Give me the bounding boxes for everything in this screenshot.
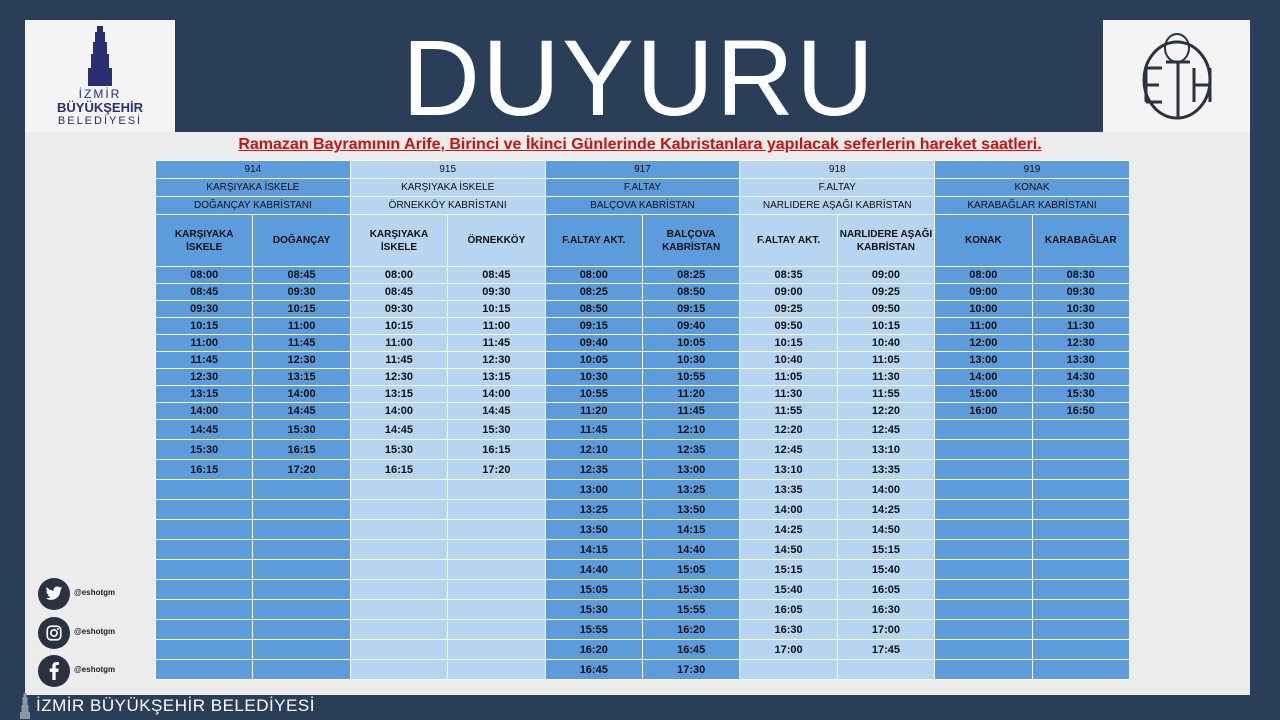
return-time-cell: 10:40 xyxy=(837,335,934,352)
departure-time-cell: 12:35 xyxy=(545,460,642,480)
route-origin: F.ALTAY xyxy=(545,179,740,197)
return-time-cell: 14:00 xyxy=(837,480,934,500)
return-time-cell: 12:35 xyxy=(642,440,739,460)
return-time-cell: 10:30 xyxy=(642,352,739,369)
departure-time-cell xyxy=(935,500,1032,520)
departure-time-cell: 14:50 xyxy=(740,540,837,560)
return-time-cell: 08:45 xyxy=(448,267,545,284)
departure-time-cell: 14:15 xyxy=(545,540,642,560)
social-instagram[interactable] xyxy=(38,617,115,649)
departure-time-cell xyxy=(350,620,447,640)
departure-time-cell: 15:55 xyxy=(545,620,642,640)
return-time-cell xyxy=(1032,660,1129,680)
return-time-cell xyxy=(1032,480,1129,500)
footer-text: İZMİR BÜYÜKŞEHİR BELEDİYESİ xyxy=(36,696,315,715)
route-destination: KARABAĞLAR KABRİSTANI xyxy=(935,197,1130,215)
return-time-cell xyxy=(448,580,545,600)
return-time-cell: 10:15 xyxy=(253,301,350,318)
return-time-cell: 16:30 xyxy=(837,600,934,620)
departure-time-cell: 13:15 xyxy=(350,386,447,403)
departure-time-cell: 11:00 xyxy=(935,318,1032,335)
return-time-cell: 13:10 xyxy=(837,440,934,460)
return-time-cell xyxy=(1032,420,1129,440)
return-time-cell xyxy=(253,620,350,640)
column-header-departure: F.ALTAY AKT. xyxy=(545,215,642,267)
departure-time-cell xyxy=(156,480,253,500)
departure-time-cell: 11:45 xyxy=(156,352,253,369)
time-row xyxy=(156,352,1130,369)
time-row xyxy=(156,440,1130,460)
return-time-cell: 09:40 xyxy=(642,318,739,335)
departure-time-cell: 14:45 xyxy=(350,420,447,440)
return-time-cell xyxy=(448,660,545,680)
twitter-handle: @eshotgm xyxy=(74,588,116,597)
departure-time-cell xyxy=(935,540,1032,560)
return-time-cell: 15:30 xyxy=(448,420,545,440)
route-origin: KONAK xyxy=(935,179,1130,197)
departure-time-cell xyxy=(350,500,447,520)
departure-time-cell xyxy=(740,660,837,680)
return-time-cell xyxy=(448,480,545,500)
departure-time-cell: 11:45 xyxy=(545,420,642,440)
departure-time-cell: 11:30 xyxy=(740,386,837,403)
departure-time-cell: 11:20 xyxy=(545,403,642,420)
departure-time-cell xyxy=(156,540,253,560)
departure-time-cell: 16:20 xyxy=(545,640,642,660)
departure-time-cell: 11:00 xyxy=(350,335,447,352)
departure-time-cell: 09:30 xyxy=(156,301,253,318)
departure-time-cell: 16:15 xyxy=(350,460,447,480)
departure-time-cell: 15:15 xyxy=(740,560,837,580)
time-row xyxy=(156,386,1130,403)
return-time-cell xyxy=(1032,460,1129,480)
departure-time-cell: 08:35 xyxy=(740,267,837,284)
route-origin-row xyxy=(156,179,1130,197)
departure-time-cell xyxy=(935,660,1032,680)
departure-time-cell: 08:00 xyxy=(545,267,642,284)
departure-time-cell: 16:05 xyxy=(740,600,837,620)
column-header-return: BALÇOVA KABRİSTAN xyxy=(642,215,739,267)
clock-tower-footer-icon xyxy=(20,693,30,719)
return-time-cell xyxy=(1032,440,1129,460)
departure-time-cell xyxy=(350,660,447,680)
return-time-cell: 09:25 xyxy=(837,284,934,301)
departure-time-cell xyxy=(156,620,253,640)
departure-time-cell xyxy=(350,480,447,500)
route-number: 914 xyxy=(156,161,351,179)
return-time-cell: 11:55 xyxy=(837,386,934,403)
route-number: 919 xyxy=(935,161,1130,179)
departure-time-cell: 09:50 xyxy=(740,318,837,335)
return-time-cell: 12:10 xyxy=(642,420,739,440)
time-row xyxy=(156,660,1130,680)
departure-time-cell: 08:00 xyxy=(935,267,1032,284)
footer xyxy=(20,692,315,720)
departure-time-cell xyxy=(935,480,1032,500)
return-time-cell: 11:20 xyxy=(642,386,739,403)
time-row xyxy=(156,284,1130,301)
time-row xyxy=(156,369,1130,386)
return-time-cell xyxy=(253,660,350,680)
return-time-cell: 16:15 xyxy=(448,440,545,460)
departure-time-cell: 16:00 xyxy=(935,403,1032,420)
time-row xyxy=(156,480,1130,500)
return-time-cell: 10:15 xyxy=(448,301,545,318)
column-header-departure: KARŞIYAKA İSKELE xyxy=(350,215,447,267)
return-time-cell: 15:40 xyxy=(837,560,934,580)
departure-time-cell xyxy=(935,600,1032,620)
izmir-logo xyxy=(25,20,175,132)
return-time-cell xyxy=(253,560,350,580)
departure-time-cell xyxy=(156,560,253,580)
departure-time-cell: 11:45 xyxy=(350,352,447,369)
announcement-subtitle: Ramazan Bayramının Arife, Birinci ve İkinci Günlerinde Kabristanlara yapılacak seferlerin hareket saatleri. xyxy=(238,136,1042,153)
departure-time-cell xyxy=(156,500,253,520)
departure-time-cell: 10:05 xyxy=(545,352,642,369)
return-time-cell: 09:50 xyxy=(837,301,934,318)
departure-time-cell xyxy=(935,520,1032,540)
column-header-return: ÖRNEKKÖY xyxy=(448,215,545,267)
return-time-cell: 17:30 xyxy=(642,660,739,680)
departure-time-cell: 16:15 xyxy=(156,460,253,480)
departure-time-cell: 15:30 xyxy=(545,600,642,620)
return-time-cell xyxy=(253,640,350,660)
column-header-return: KARABAĞLAR xyxy=(1032,215,1129,267)
return-time-cell xyxy=(253,520,350,540)
return-time-cell: 12:30 xyxy=(1032,335,1129,352)
departure-time-cell xyxy=(156,580,253,600)
departure-time-cell: 10:00 xyxy=(935,301,1032,318)
departure-time-cell xyxy=(935,620,1032,640)
departure-time-cell xyxy=(350,560,447,580)
return-time-cell: 17:20 xyxy=(253,460,350,480)
route-number: 918 xyxy=(740,161,935,179)
return-time-cell: 11:45 xyxy=(448,335,545,352)
departure-time-cell: 15:30 xyxy=(350,440,447,460)
logo-line-izmir: İZMİR xyxy=(78,87,122,101)
return-time-cell: 08:45 xyxy=(253,267,350,284)
return-time-cell: 15:05 xyxy=(642,560,739,580)
instagram-handle: @eshotgm xyxy=(74,627,116,636)
departure-time-cell: 12:30 xyxy=(350,369,447,386)
return-time-cell: 14:45 xyxy=(448,403,545,420)
return-time-cell xyxy=(1032,640,1129,660)
return-time-cell: 16:45 xyxy=(642,640,739,660)
return-time-cell xyxy=(1032,520,1129,540)
return-time-cell xyxy=(448,500,545,520)
departure-time-cell: 11:05 xyxy=(740,369,837,386)
return-time-cell xyxy=(1032,580,1129,600)
return-time-cell xyxy=(448,640,545,660)
return-time-cell: 08:50 xyxy=(642,284,739,301)
return-time-cell: 13:35 xyxy=(837,460,934,480)
social-twitter[interactable] xyxy=(38,578,115,610)
time-row xyxy=(156,403,1130,420)
departure-time-cell: 09:00 xyxy=(935,284,1032,301)
schedule-table xyxy=(155,160,1130,680)
return-time-cell: 17:20 xyxy=(448,460,545,480)
return-time-cell xyxy=(448,520,545,540)
return-time-cell xyxy=(837,660,934,680)
return-time-cell: 17:45 xyxy=(837,640,934,660)
departure-time-cell: 13:50 xyxy=(545,520,642,540)
departure-time-cell: 15:00 xyxy=(935,386,1032,403)
route-number-row xyxy=(156,161,1130,179)
social-facebook[interactable] xyxy=(38,655,115,687)
return-time-cell xyxy=(448,600,545,620)
logo-line-belediyesi: BELEDİYESİ xyxy=(57,115,143,127)
return-time-cell: 16:50 xyxy=(1032,403,1129,420)
departure-time-cell: 12:00 xyxy=(935,335,1032,352)
return-time-cell: 13:00 xyxy=(642,460,739,480)
departure-time-cell: 14:00 xyxy=(740,500,837,520)
return-time-cell: 08:25 xyxy=(642,267,739,284)
return-time-cell xyxy=(1032,560,1129,580)
eshot-monogram-icon xyxy=(1132,26,1222,126)
return-time-cell: 14:45 xyxy=(253,403,350,420)
time-row xyxy=(156,560,1130,580)
departure-time-cell: 14:40 xyxy=(545,560,642,580)
column-header-departure: KONAK xyxy=(935,215,1032,267)
return-time-cell: 11:05 xyxy=(837,352,934,369)
departure-time-cell xyxy=(350,640,447,660)
return-time-cell: 09:30 xyxy=(448,284,545,301)
departure-time-cell xyxy=(350,600,447,620)
route-origin: KARŞIYAKA İSKELE xyxy=(350,179,545,197)
return-time-cell xyxy=(1032,600,1129,620)
return-time-cell: 15:30 xyxy=(1032,386,1129,403)
twitter-icon xyxy=(38,578,70,610)
departure-time-cell xyxy=(156,640,253,660)
return-time-cell xyxy=(253,600,350,620)
return-time-cell: 14:00 xyxy=(448,386,545,403)
time-row xyxy=(156,580,1130,600)
route-origin: KARŞIYAKA İSKELE xyxy=(156,179,351,197)
column-header-row xyxy=(156,215,1130,267)
departure-time-cell: 14:00 xyxy=(935,369,1032,386)
time-row xyxy=(156,420,1130,440)
departure-time-cell: 15:40 xyxy=(740,580,837,600)
eshot-logo xyxy=(1103,20,1250,132)
return-time-cell: 11:00 xyxy=(253,318,350,335)
return-time-cell: 10:15 xyxy=(837,318,934,335)
time-row xyxy=(156,620,1130,640)
return-time-cell: 11:00 xyxy=(448,318,545,335)
return-time-cell: 11:30 xyxy=(1032,318,1129,335)
departure-time-cell xyxy=(156,600,253,620)
departure-time-cell: 10:15 xyxy=(350,318,447,335)
column-header-return: NARLIDERE AŞAĞI KABRİSTAN xyxy=(837,215,934,267)
departure-time-cell xyxy=(350,540,447,560)
return-time-cell: 16:20 xyxy=(642,620,739,640)
departure-time-cell xyxy=(935,580,1032,600)
departure-time-cell: 17:00 xyxy=(740,640,837,660)
departure-time-cell: 10:30 xyxy=(545,369,642,386)
departure-time-cell: 13:35 xyxy=(740,480,837,500)
departure-time-cell: 14:45 xyxy=(156,420,253,440)
departure-time-cell: 09:15 xyxy=(545,318,642,335)
logo-line-buyuksehir: BÜYÜKŞEHİR xyxy=(57,100,143,115)
return-time-cell: 14:40 xyxy=(642,540,739,560)
return-time-cell: 09:30 xyxy=(253,284,350,301)
departure-time-cell: 16:30 xyxy=(740,620,837,640)
return-time-cell xyxy=(1032,540,1129,560)
return-time-cell: 15:15 xyxy=(837,540,934,560)
departure-time-cell: 12:20 xyxy=(740,420,837,440)
return-time-cell xyxy=(1032,500,1129,520)
time-row xyxy=(156,520,1130,540)
return-time-cell: 13:15 xyxy=(253,369,350,386)
return-time-cell: 08:30 xyxy=(1032,267,1129,284)
return-time-cell xyxy=(1032,620,1129,640)
return-time-cell xyxy=(253,580,350,600)
page-title: DUYURU xyxy=(401,17,876,138)
departure-time-cell xyxy=(350,580,447,600)
return-time-cell: 12:30 xyxy=(253,352,350,369)
return-time-cell: 14:30 xyxy=(1032,369,1129,386)
time-row xyxy=(156,500,1130,520)
facebook-handle: @eshotgm xyxy=(74,665,116,674)
column-header-return: DOĞANÇAY xyxy=(253,215,350,267)
facebook-icon xyxy=(38,655,70,687)
time-row xyxy=(156,267,1130,284)
departure-time-cell: 09:00 xyxy=(740,284,837,301)
return-time-cell xyxy=(253,500,350,520)
return-time-cell: 12:45 xyxy=(837,420,934,440)
departure-time-cell: 08:50 xyxy=(545,301,642,318)
return-time-cell: 15:30 xyxy=(642,580,739,600)
departure-time-cell: 08:45 xyxy=(350,284,447,301)
departure-time-cell: 10:15 xyxy=(740,335,837,352)
route-number: 915 xyxy=(350,161,545,179)
departure-time-cell: 08:25 xyxy=(545,284,642,301)
return-time-cell: 11:30 xyxy=(837,369,934,386)
departure-time-cell: 11:55 xyxy=(740,403,837,420)
time-row xyxy=(156,640,1130,660)
departure-time-cell: 10:40 xyxy=(740,352,837,369)
departure-time-cell: 13:10 xyxy=(740,460,837,480)
return-time-cell xyxy=(448,620,545,640)
departure-time-cell: 12:45 xyxy=(740,440,837,460)
departure-time-cell: 11:00 xyxy=(156,335,253,352)
route-number: 917 xyxy=(545,161,740,179)
departure-time-cell: 09:25 xyxy=(740,301,837,318)
departure-time-cell xyxy=(935,560,1032,580)
time-row xyxy=(156,335,1130,352)
route-destination: BALÇOVA KABRİSTAN xyxy=(545,197,740,215)
return-time-cell: 15:30 xyxy=(253,420,350,440)
column-header-departure: KARŞIYAKA İSKELE xyxy=(156,215,253,267)
return-time-cell: 13:15 xyxy=(448,369,545,386)
return-time-cell: 09:00 xyxy=(837,267,934,284)
departure-time-cell xyxy=(350,520,447,540)
departure-time-cell: 08:00 xyxy=(350,267,447,284)
instagram-icon xyxy=(38,617,70,649)
title-band xyxy=(175,17,1103,138)
time-row xyxy=(156,460,1130,480)
departure-time-cell: 14:25 xyxy=(740,520,837,540)
return-time-cell: 11:45 xyxy=(253,335,350,352)
departure-time-cell: 09:40 xyxy=(545,335,642,352)
return-time-cell: 10:55 xyxy=(642,369,739,386)
return-time-cell xyxy=(448,560,545,580)
return-time-cell: 14:00 xyxy=(253,386,350,403)
return-time-cell: 11:45 xyxy=(642,403,739,420)
return-time-cell: 14:25 xyxy=(837,500,934,520)
return-time-cell: 12:30 xyxy=(448,352,545,369)
departure-time-cell: 16:45 xyxy=(545,660,642,680)
column-header-departure: F.ALTAY AKT. xyxy=(740,215,837,267)
departure-time-cell: 08:00 xyxy=(156,267,253,284)
route-destination-row xyxy=(156,197,1130,215)
departure-time-cell: 14:00 xyxy=(156,403,253,420)
departure-time-cell: 13:25 xyxy=(545,500,642,520)
departure-time-cell: 13:00 xyxy=(545,480,642,500)
return-time-cell xyxy=(448,540,545,560)
departure-time-cell: 08:45 xyxy=(156,284,253,301)
time-row xyxy=(156,540,1130,560)
departure-time-cell: 15:30 xyxy=(156,440,253,460)
return-time-cell: 16:15 xyxy=(253,440,350,460)
departure-time-cell xyxy=(935,420,1032,440)
return-time-cell xyxy=(253,480,350,500)
return-time-cell: 12:20 xyxy=(837,403,934,420)
departure-time-cell xyxy=(156,660,253,680)
return-time-cell xyxy=(253,540,350,560)
return-time-cell: 14:50 xyxy=(837,520,934,540)
departure-time-cell: 12:10 xyxy=(545,440,642,460)
return-time-cell: 09:15 xyxy=(642,301,739,318)
departure-time-cell: 13:00 xyxy=(935,352,1032,369)
return-time-cell: 17:00 xyxy=(837,620,934,640)
route-destination: DOĞANÇAY KABRİSTANI xyxy=(156,197,351,215)
route-origin: F.ALTAY xyxy=(740,179,935,197)
return-time-cell: 13:50 xyxy=(642,500,739,520)
departure-time-cell: 10:55 xyxy=(545,386,642,403)
clock-tower-icon xyxy=(88,26,112,86)
departure-time-cell xyxy=(935,460,1032,480)
departure-time-cell xyxy=(156,520,253,540)
departure-time-cell: 09:30 xyxy=(350,301,447,318)
return-time-cell: 15:55 xyxy=(642,600,739,620)
route-destination: ÖRNEKKÖY KABRİSTANI xyxy=(350,197,545,215)
return-time-cell: 10:05 xyxy=(642,335,739,352)
time-row xyxy=(156,301,1130,318)
return-time-cell: 13:30 xyxy=(1032,352,1129,369)
departure-time-cell: 15:05 xyxy=(545,580,642,600)
return-time-cell: 09:30 xyxy=(1032,284,1129,301)
departure-time-cell xyxy=(935,440,1032,460)
departure-time-cell: 14:00 xyxy=(350,403,447,420)
return-time-cell: 10:30 xyxy=(1032,301,1129,318)
time-row xyxy=(156,318,1130,335)
route-destination: NARLIDERE AŞAĞI KABRİSTAN xyxy=(740,197,935,215)
return-time-cell: 16:05 xyxy=(837,580,934,600)
departure-time-cell: 13:15 xyxy=(156,386,253,403)
departure-time-cell xyxy=(935,640,1032,660)
return-time-cell: 14:15 xyxy=(642,520,739,540)
return-time-cell: 13:25 xyxy=(642,480,739,500)
departure-time-cell: 12:30 xyxy=(156,369,253,386)
departure-time-cell: 10:15 xyxy=(156,318,253,335)
time-row xyxy=(156,600,1130,620)
